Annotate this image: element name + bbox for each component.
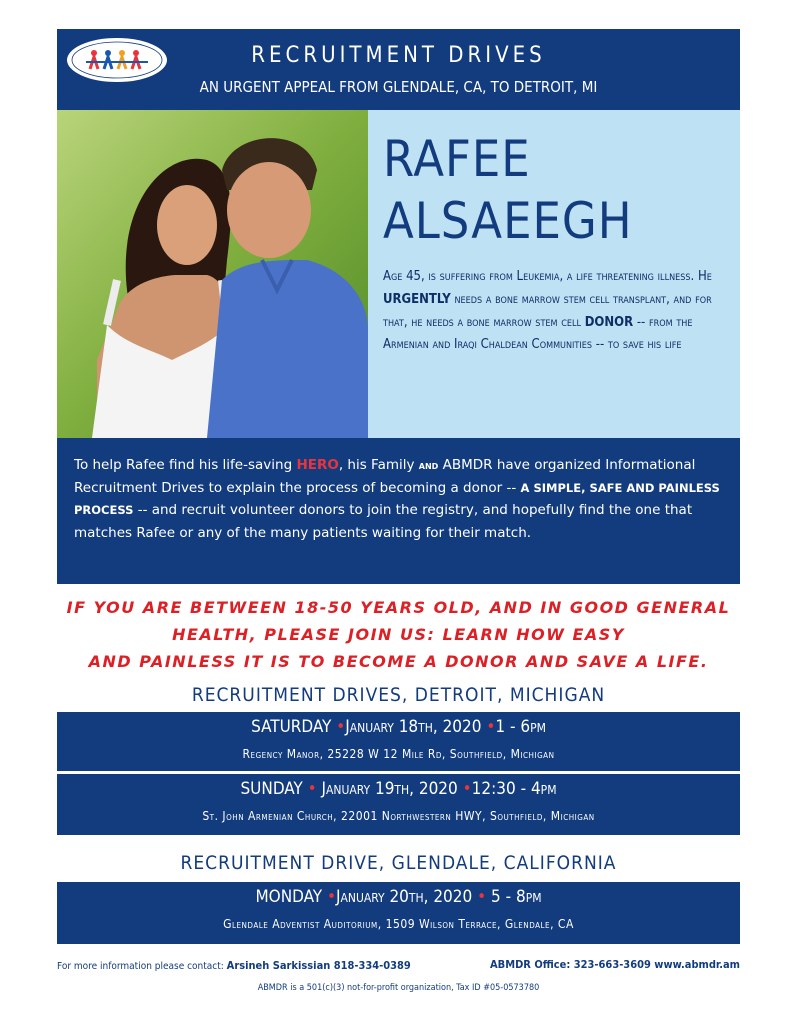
help-text: To help Rafee find his life-saving HERO, his Family and ABMDR have organized Informational Recruitment Drives to explain the process of becoming a donor -- A SIMPLE, SAFE AND PAINLESS PROCESS -- and recruit volunteer donors to join the registry, and hopefully find the one that matches Rafee or any of the many patients waiting for their match. [74,457,720,541]
help-info-box [57,438,740,584]
patient-info-panel [368,110,740,438]
event-monday: MONDAY •January 20th, 2020 • 5 - 8pm Glendale Adventist Auditorium, 1509 Wilson Terrace, Glendale, CA [57,882,740,944]
patient-photo [57,110,368,438]
patient-first-name: RAFEE [383,130,531,188]
header-subtitle: AN URGENT APPEAL FROM GLENDALE, CA, TO DETROIT, MI [199,78,598,96]
office-info: ABMDR Office: 323-663-3609 www.abmdr.am [490,958,740,971]
contact-info: For more information please contact: Arsineh Sarkissian 818-334-0389 [57,959,411,972]
event-location: Glendale Adventist Auditorium, 1509 Wilson Terrace, Glendale, CA [223,917,574,931]
detroit-section-title: RECRUITMENT DRIVES, DETROIT, MICHIGAN [191,684,606,706]
header-banner [57,29,740,110]
patient-last-name: ALSAEEGH [383,192,633,250]
contact-name-phone: Arsineh Sarkissian 818-334-0389 [226,959,411,972]
event-location: Regency Manor, 25228 W 12 Mile Rd, Southfield, Michigan [242,747,555,761]
hero-highlight: HERO [296,457,339,473]
event-sunday: SUNDAY • January 19th, 2020 •12:30 - 4pm St. John Armenian Church, 22001 Northwestern HWY, Southfield, Michigan [57,774,740,835]
header-title: RECRUITMENT DRIVES [251,43,546,68]
event-saturday: SATURDAY •January 18th, 2020 •1 - 6pm Regency Manor, 25228 W 12 Mile Rd, Southfield, Michigan [57,712,740,771]
patient-description: Age 45, is suffering from Leukemia, a life threatening illness. He URGENTLY needs a bone marrow stem cell transplant, and for that, he needs a bone marrow stem cell DONOR -- from the Armenian and Iraqi Chaldean Communities -- to save his life [383,269,712,353]
appeal-text: IF YOU ARE BETWEEN 18-50 YEARS OLD, AND IN GOOD GENERAL HEALTH, PLEASE JOIN US: LEARN HOW EASY AND PAINLESS IT IS TO BECOME A DONOR AND SAVE A LIFE. [66,598,731,671]
event-location: St. John Armenian Church, 22001 Northwestern HWY, Southfield, Michigan [202,809,595,823]
footer-note: ABMDR is a 501(c)(3) not-for-profit organization, Tax ID #05-0573780 [257,983,540,993]
glendale-section-title: RECRUITMENT DRIVE, GLENDALE, CALIFORNIA [180,852,617,874]
